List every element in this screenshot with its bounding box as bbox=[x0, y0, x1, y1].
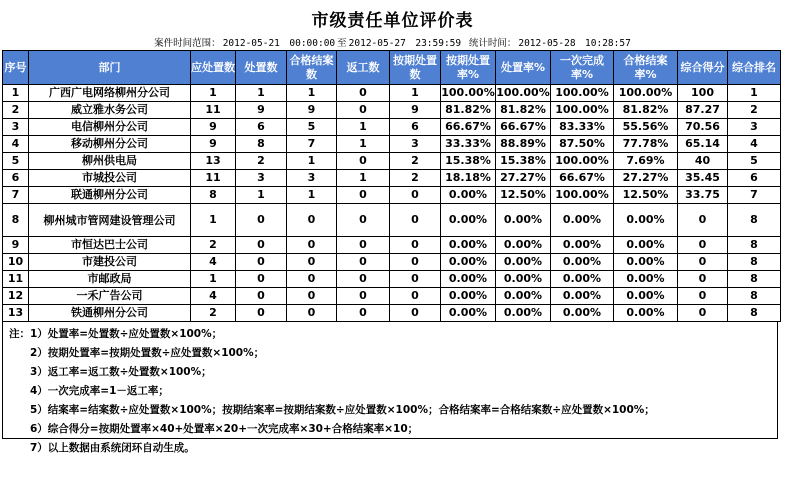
cell-col-department: 威立雅水务公司 bbox=[29, 102, 191, 119]
cell-col-index: 3 bbox=[3, 119, 29, 136]
cell-col-first-pass-rate: 0.00% bbox=[551, 254, 614, 271]
cell-col-first-pass-rate: 83.33% bbox=[551, 119, 614, 136]
cell-col-qualified-closed: 1 bbox=[287, 85, 337, 102]
cell-col-handle-rate: 15.38% bbox=[496, 153, 551, 170]
cell-col-rank: 5 bbox=[728, 153, 781, 170]
cell-col-index: 8 bbox=[3, 204, 29, 237]
cell-col-ontime-handled: 0 bbox=[390, 305, 441, 322]
cell-col-rework: 1 bbox=[337, 170, 390, 187]
cell-col-ontime-handled: 0 bbox=[390, 254, 441, 271]
cell-col-department: 移动柳州分公司 bbox=[29, 136, 191, 153]
header-col-first-pass-rate: 一次完成率% bbox=[551, 51, 614, 85]
cell-col-ontime-rate: 33.33% bbox=[441, 136, 496, 153]
cell-col-score: 0 bbox=[678, 288, 728, 305]
cell-col-handle-rate: 0.00% bbox=[496, 204, 551, 237]
cell-col-first-pass-rate: 100.00% bbox=[551, 153, 614, 170]
cell-col-score: 0 bbox=[678, 254, 728, 271]
cell-col-qualified-rate: 100.00% bbox=[614, 85, 678, 102]
cell-col-index: 5 bbox=[3, 153, 29, 170]
cell-col-index: 1 bbox=[3, 85, 29, 102]
cell-col-first-pass-rate: 0.00% bbox=[551, 204, 614, 237]
cell-col-handled: 0 bbox=[236, 271, 287, 288]
cell-col-qualified-rate: 0.00% bbox=[614, 271, 678, 288]
header-col-rank: 综合排名 bbox=[728, 51, 781, 85]
cell-col-handle-rate: 81.82% bbox=[496, 102, 551, 119]
cell-col-qualified-rate: 27.27% bbox=[614, 170, 678, 187]
cell-col-rework: 0 bbox=[337, 102, 390, 119]
cell-col-index: 11 bbox=[3, 271, 29, 288]
cell-col-score: 0 bbox=[678, 271, 728, 288]
cell-col-rank: 8 bbox=[728, 288, 781, 305]
cell-col-department: 联通柳州分公司 bbox=[29, 187, 191, 204]
stat-time: 2012-05-28 10:28:57 bbox=[518, 38, 631, 49]
cell-col-score: 0 bbox=[678, 237, 728, 254]
cell-col-handled: 0 bbox=[236, 288, 287, 305]
cell-col-rework: 1 bbox=[337, 119, 390, 136]
cell-col-to-handle: 9 bbox=[191, 136, 236, 153]
cell-col-to-handle: 13 bbox=[191, 153, 236, 170]
note-line: 4）一次完成率=1－返工率； bbox=[9, 385, 169, 397]
cell-col-qualified-closed: 0 bbox=[287, 288, 337, 305]
cell-col-rank: 8 bbox=[728, 204, 781, 237]
cell-col-score: 0 bbox=[678, 204, 728, 237]
cell-col-to-handle: 1 bbox=[191, 271, 236, 288]
cell-col-department: 市建投公司 bbox=[29, 254, 191, 271]
cell-col-rework: 0 bbox=[337, 153, 390, 170]
header-col-rework: 返工数 bbox=[337, 51, 390, 85]
cell-col-handle-rate: 88.89% bbox=[496, 136, 551, 153]
range-end: 2012-05-27 23:59:59 bbox=[348, 38, 462, 49]
cell-col-score: 87.27 bbox=[678, 102, 728, 119]
cell-col-qualified-closed: 0 bbox=[287, 254, 337, 271]
cell-col-department: 电信柳州分公司 bbox=[29, 119, 191, 136]
header-col-handle-rate: 处置率% bbox=[496, 51, 551, 85]
cell-col-qualified-rate: 7.69% bbox=[614, 153, 678, 170]
cell-col-handle-rate: 100.00% bbox=[496, 85, 551, 102]
cell-col-rank: 6 bbox=[728, 170, 781, 187]
cell-col-ontime-handled: 9 bbox=[390, 102, 441, 119]
note-line: 6）综合得分=按期处置率×40+处置率×20+一次完成率×30+合格结案率×10； bbox=[9, 423, 419, 435]
cell-col-rank: 8 bbox=[728, 271, 781, 288]
cell-col-rework: 0 bbox=[337, 288, 390, 305]
notes-box bbox=[2, 322, 778, 454]
cell-col-ontime-rate: 81.82% bbox=[441, 102, 496, 119]
cell-col-rework: 0 bbox=[337, 237, 390, 254]
cell-col-handled: 0 bbox=[236, 254, 287, 271]
note-line: 5）结案率=结案数÷应处置数×100%；按期结案率=按期结案数÷应处置数×100%；合格结案率=合格结案数÷应处置数×100%； bbox=[9, 404, 655, 416]
cell-col-to-handle: 4 bbox=[191, 254, 236, 271]
cell-col-qualified-rate: 12.50% bbox=[614, 187, 678, 204]
cell-col-rank: 8 bbox=[728, 254, 781, 271]
cell-col-ontime-rate: 0.00% bbox=[441, 305, 496, 322]
cell-col-qualified-closed: 0 bbox=[287, 237, 337, 254]
cell-col-department: 柳州城市管网建设管理公司 bbox=[29, 204, 191, 237]
header-col-index: 序号 bbox=[3, 51, 29, 85]
cell-col-handle-rate: 66.67% bbox=[496, 119, 551, 136]
cell-col-qualified-closed: 0 bbox=[287, 305, 337, 322]
cell-col-handled: 8 bbox=[236, 136, 287, 153]
cell-col-handled: 3 bbox=[236, 170, 287, 187]
cell-col-to-handle: 11 bbox=[191, 170, 236, 187]
table-row bbox=[3, 237, 781, 254]
cell-col-to-handle: 1 bbox=[191, 204, 236, 237]
cell-col-to-handle: 9 bbox=[191, 119, 236, 136]
header-col-department: 部门 bbox=[29, 51, 191, 85]
cell-col-rework: 0 bbox=[337, 271, 390, 288]
table-row bbox=[3, 305, 781, 322]
cell-col-rework: 0 bbox=[337, 187, 390, 204]
cell-col-handled: 1 bbox=[236, 187, 287, 204]
cell-col-rank: 8 bbox=[728, 237, 781, 254]
cell-col-to-handle: 4 bbox=[191, 288, 236, 305]
cell-col-ontime-rate: 18.18% bbox=[441, 170, 496, 187]
cell-col-index: 10 bbox=[3, 254, 29, 271]
note-line: 注：1）处置率=处置数÷应处置数×100%； bbox=[9, 328, 223, 340]
cell-col-index: 7 bbox=[3, 187, 29, 204]
cell-col-qualified-rate: 0.00% bbox=[614, 305, 678, 322]
cell-col-ontime-rate: 0.00% bbox=[441, 204, 496, 237]
cell-col-ontime-rate: 0.00% bbox=[441, 288, 496, 305]
page-title: 市级责任单位评价表 bbox=[311, 11, 474, 31]
table-row bbox=[3, 288, 781, 305]
cell-col-to-handle: 1 bbox=[191, 85, 236, 102]
cell-col-qualified-closed: 1 bbox=[287, 153, 337, 170]
cell-col-score: 40 bbox=[678, 153, 728, 170]
cell-col-handled: 0 bbox=[236, 204, 287, 237]
table-row bbox=[3, 102, 781, 119]
cell-col-qualified-closed: 5 bbox=[287, 119, 337, 136]
table-body bbox=[3, 85, 781, 322]
cell-col-qualified-rate: 0.00% bbox=[614, 288, 678, 305]
cell-col-ontime-handled: 2 bbox=[390, 170, 441, 187]
cell-col-score: 100 bbox=[678, 85, 728, 102]
cell-col-ontime-handled: 0 bbox=[390, 237, 441, 254]
cell-col-rank: 8 bbox=[728, 305, 781, 322]
cell-col-rework: 1 bbox=[337, 136, 390, 153]
cell-col-score: 65.14 bbox=[678, 136, 728, 153]
cell-col-department: 市城投公司 bbox=[29, 170, 191, 187]
cell-col-to-handle: 2 bbox=[191, 305, 236, 322]
cell-col-qualified-rate: 55.56% bbox=[614, 119, 678, 136]
cell-col-qualified-closed: 1 bbox=[287, 187, 337, 204]
cell-col-ontime-handled: 0 bbox=[390, 288, 441, 305]
cell-col-handled: 2 bbox=[236, 153, 287, 170]
header-col-qualified-rate: 合格结案率% bbox=[614, 51, 678, 85]
table-row bbox=[3, 187, 781, 204]
cell-col-first-pass-rate: 0.00% bbox=[551, 288, 614, 305]
cell-col-department: 市恒达巴士公司 bbox=[29, 237, 191, 254]
cell-col-first-pass-rate: 100.00% bbox=[551, 187, 614, 204]
cell-col-to-handle: 11 bbox=[191, 102, 236, 119]
cell-col-handled: 9 bbox=[236, 102, 287, 119]
note-line: 3）返工率=返工数÷处置数×100%； bbox=[9, 366, 212, 378]
cell-col-ontime-handled: 0 bbox=[390, 271, 441, 288]
cell-col-ontime-handled: 0 bbox=[390, 204, 441, 237]
cell-col-department: 市邮政局 bbox=[29, 271, 191, 288]
cell-col-first-pass-rate: 100.00% bbox=[551, 85, 614, 102]
cell-col-handle-rate: 27.27% bbox=[496, 170, 551, 187]
cell-col-department: 广西广电网络柳州分公司 bbox=[29, 85, 191, 102]
cell-col-ontime-handled: 0 bbox=[390, 187, 441, 204]
table-row bbox=[3, 119, 781, 136]
cell-col-ontime-rate: 0.00% bbox=[441, 271, 496, 288]
cell-col-qualified-closed: 0 bbox=[287, 204, 337, 237]
header-col-handled: 处置数 bbox=[236, 51, 287, 85]
evaluation-table bbox=[2, 50, 781, 322]
cell-col-handle-rate: 0.00% bbox=[496, 237, 551, 254]
header-col-to-handle: 应处置数 bbox=[191, 51, 236, 85]
note-line: 2）按期处置率=按期处置数÷应处置数×100%； bbox=[9, 347, 265, 359]
cell-col-first-pass-rate: 66.67% bbox=[551, 170, 614, 187]
cell-col-ontime-handled: 2 bbox=[390, 153, 441, 170]
cell-col-score: 0 bbox=[678, 305, 728, 322]
cell-col-handle-rate: 0.00% bbox=[496, 305, 551, 322]
cell-col-first-pass-rate: 0.00% bbox=[551, 271, 614, 288]
cell-col-handled: 1 bbox=[236, 85, 287, 102]
table-row bbox=[3, 271, 781, 288]
range-label: 案件时间范围： bbox=[154, 38, 221, 49]
cell-col-first-pass-rate: 100.00% bbox=[551, 102, 614, 119]
cell-col-rank: 1 bbox=[728, 85, 781, 102]
cell-col-index: 12 bbox=[3, 288, 29, 305]
cell-col-rework: 0 bbox=[337, 204, 390, 237]
cell-col-index: 6 bbox=[3, 170, 29, 187]
table-row bbox=[3, 153, 781, 170]
cell-col-handle-rate: 0.00% bbox=[496, 271, 551, 288]
header-col-qualified-closed: 合格结案数 bbox=[287, 51, 337, 85]
cell-col-index: 2 bbox=[3, 102, 29, 119]
stat-label: 统计时间： bbox=[468, 38, 517, 49]
cell-col-rework: 0 bbox=[337, 85, 390, 102]
cell-col-score: 70.56 bbox=[678, 119, 728, 136]
cell-col-handle-rate: 0.00% bbox=[496, 254, 551, 271]
cell-col-department: 铁通柳州分公司 bbox=[29, 305, 191, 322]
cell-col-index: 9 bbox=[3, 237, 29, 254]
table-row bbox=[3, 170, 781, 187]
cell-col-rework: 0 bbox=[337, 254, 390, 271]
cell-col-ontime-rate: 0.00% bbox=[441, 187, 496, 204]
cell-col-qualified-rate: 77.78% bbox=[614, 136, 678, 153]
report-meta bbox=[0, 35, 785, 49]
cell-col-qualified-rate: 0.00% bbox=[614, 254, 678, 271]
cell-col-handle-rate: 0.00% bbox=[496, 288, 551, 305]
cell-col-ontime-handled: 3 bbox=[390, 136, 441, 153]
cell-col-handled: 0 bbox=[236, 237, 287, 254]
cell-col-department: 柳州供电局 bbox=[29, 153, 191, 170]
cell-col-qualified-closed: 0 bbox=[287, 271, 337, 288]
range-separator: 至 bbox=[337, 38, 347, 49]
cell-col-rework: 0 bbox=[337, 305, 390, 322]
cell-col-first-pass-rate: 0.00% bbox=[551, 237, 614, 254]
cell-col-score: 33.75 bbox=[678, 187, 728, 204]
header-row bbox=[3, 51, 781, 85]
range-start: 2012-05-21 00:00:00 bbox=[222, 38, 336, 49]
cell-col-to-handle: 2 bbox=[191, 237, 236, 254]
cell-col-qualified-closed: 3 bbox=[287, 170, 337, 187]
cell-col-index: 4 bbox=[3, 136, 29, 153]
cell-col-ontime-rate: 100.00% bbox=[441, 85, 496, 102]
cell-col-qualified-rate: 0.00% bbox=[614, 237, 678, 254]
cell-col-qualified-rate: 81.82% bbox=[614, 102, 678, 119]
cell-col-index: 13 bbox=[3, 305, 29, 322]
note-line: 7）以上数据由系统闭环自动生成。 bbox=[9, 442, 195, 454]
header-col-score: 综合得分 bbox=[678, 51, 728, 85]
cell-col-qualified-closed: 9 bbox=[287, 102, 337, 119]
table-row bbox=[3, 204, 781, 237]
cell-col-ontime-handled: 1 bbox=[390, 85, 441, 102]
cell-col-ontime-rate: 0.00% bbox=[441, 254, 496, 271]
cell-col-handled: 6 bbox=[236, 119, 287, 136]
cell-col-rank: 4 bbox=[728, 136, 781, 153]
cell-col-ontime-rate: 15.38% bbox=[441, 153, 496, 170]
cell-col-ontime-rate: 66.67% bbox=[441, 119, 496, 136]
header-col-ontime-rate: 按期处置率% bbox=[441, 51, 496, 85]
cell-col-qualified-closed: 7 bbox=[287, 136, 337, 153]
table-row bbox=[3, 85, 781, 102]
cell-col-department: 一禾广告公司 bbox=[29, 288, 191, 305]
cell-col-qualified-rate: 0.00% bbox=[614, 204, 678, 237]
cell-col-to-handle: 8 bbox=[191, 187, 236, 204]
cell-col-rank: 2 bbox=[728, 102, 781, 119]
cell-col-rank: 3 bbox=[728, 119, 781, 136]
cell-col-first-pass-rate: 0.00% bbox=[551, 305, 614, 322]
cell-col-ontime-handled: 6 bbox=[390, 119, 441, 136]
table-row bbox=[3, 254, 781, 271]
cell-col-handle-rate: 12.50% bbox=[496, 187, 551, 204]
cell-col-rank: 7 bbox=[728, 187, 781, 204]
cell-col-handled: 0 bbox=[236, 305, 287, 322]
cell-col-first-pass-rate: 87.50% bbox=[551, 136, 614, 153]
cell-col-ontime-rate: 0.00% bbox=[441, 237, 496, 254]
table-row bbox=[3, 136, 781, 153]
header-col-ontime-handled: 按期处置数 bbox=[390, 51, 441, 85]
cell-col-score: 35.45 bbox=[678, 170, 728, 187]
